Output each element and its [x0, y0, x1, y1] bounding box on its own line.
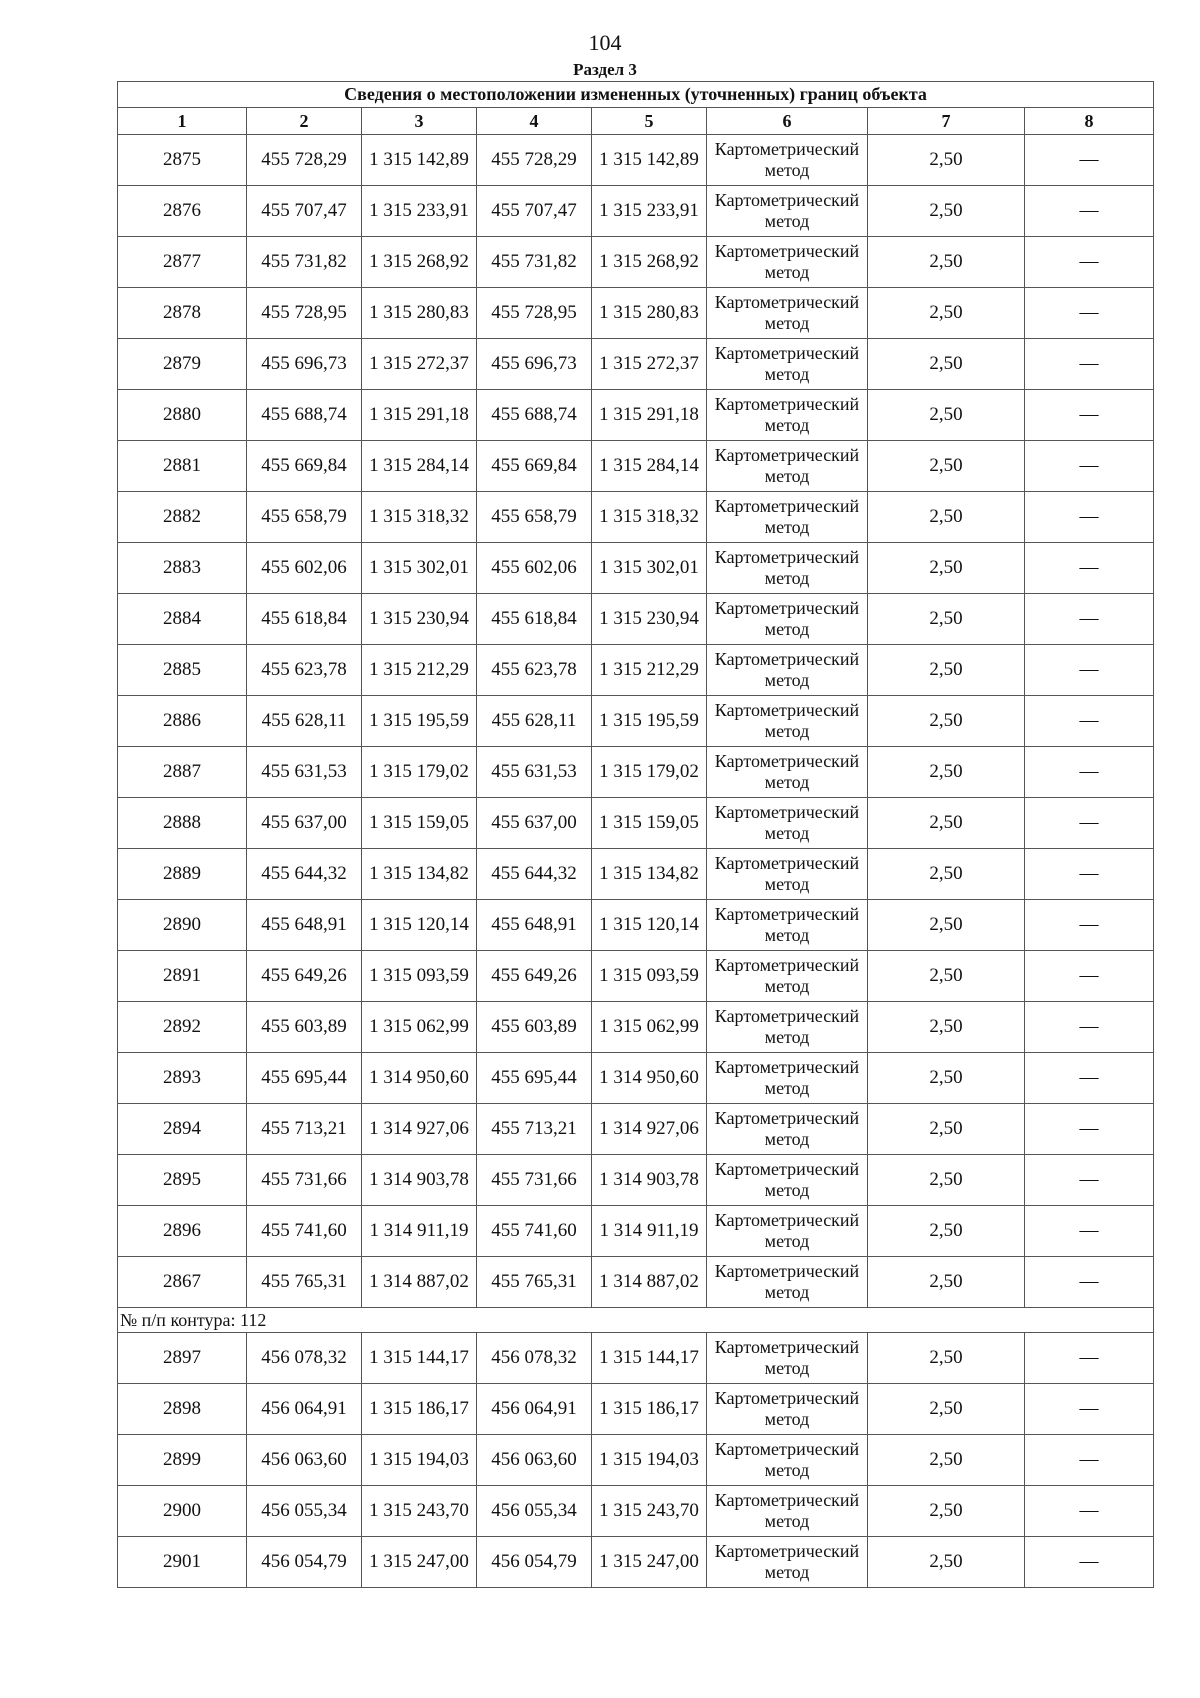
accuracy-cell: 2,50	[868, 237, 1025, 288]
x-old-cell: 455 658,79	[247, 492, 362, 543]
method-cell: Картометрический метод	[707, 951, 868, 1002]
point-number-cell: 2881	[118, 441, 247, 492]
point-number-cell: 2878	[118, 288, 247, 339]
y-old-cell: 1 315 195,59	[362, 696, 477, 747]
accuracy-cell: 2,50	[868, 798, 1025, 849]
column-number: 2	[247, 108, 362, 135]
point-number-cell: 2884	[118, 594, 247, 645]
x-new-cell: 455 695,44	[477, 1053, 592, 1104]
table-row	[118, 288, 1154, 339]
y-old-cell: 1 315 144,17	[362, 1333, 477, 1384]
accuracy-cell: 2,50	[868, 1333, 1025, 1384]
y-old-cell: 1 315 186,17	[362, 1384, 477, 1435]
column-number-row	[118, 108, 1154, 135]
x-old-cell: 455 648,91	[247, 900, 362, 951]
x-new-cell: 455 631,53	[477, 747, 592, 798]
point-number-cell: 2877	[118, 237, 247, 288]
x-old-cell: 455 623,78	[247, 645, 362, 696]
y-old-cell: 1 315 120,14	[362, 900, 477, 951]
x-new-cell: 455 658,79	[477, 492, 592, 543]
accuracy-cell: 2,50	[868, 543, 1025, 594]
x-new-cell: 455 602,06	[477, 543, 592, 594]
x-new-cell: 456 054,79	[477, 1537, 592, 1588]
y-new-cell: 1 315 195,59	[592, 696, 707, 747]
table-row	[118, 1002, 1154, 1053]
method-cell: Картометрический метод	[707, 849, 868, 900]
page-number: 104	[588, 30, 622, 55]
y-new-cell: 1 314 927,06	[592, 1104, 707, 1155]
x-old-cell: 455 731,82	[247, 237, 362, 288]
description-cell: —	[1025, 543, 1154, 594]
accuracy-cell: 2,50	[868, 1053, 1025, 1104]
table-row	[118, 1155, 1154, 1206]
y-old-cell: 1 315 280,83	[362, 288, 477, 339]
point-number-cell: 2880	[118, 390, 247, 441]
method-cell: Картометрический метод	[707, 1384, 868, 1435]
method-cell: Картометрический метод	[707, 696, 868, 747]
table-row	[118, 696, 1154, 747]
accuracy-cell: 2,50	[868, 1206, 1025, 1257]
method-cell: Картометрический метод	[707, 1155, 868, 1206]
y-new-cell: 1 315 134,82	[592, 849, 707, 900]
table-body	[118, 82, 1154, 1588]
y-new-cell: 1 315 062,99	[592, 1002, 707, 1053]
accuracy-cell: 2,50	[868, 594, 1025, 645]
point-number-cell: 2890	[118, 900, 247, 951]
method-cell: Картометрический метод	[707, 543, 868, 594]
accuracy-cell: 2,50	[868, 390, 1025, 441]
x-old-cell: 455 631,53	[247, 747, 362, 798]
column-number: 8	[1025, 108, 1154, 135]
y-old-cell: 1 315 268,92	[362, 237, 477, 288]
y-new-cell: 1 315 302,01	[592, 543, 707, 594]
method-cell: Картометрический метод	[707, 1104, 868, 1155]
method-cell: Картометрический метод	[707, 1257, 868, 1308]
y-old-cell: 1 315 284,14	[362, 441, 477, 492]
table-row	[118, 492, 1154, 543]
point-number-cell: 2887	[118, 747, 247, 798]
accuracy-cell: 2,50	[868, 645, 1025, 696]
description-cell: —	[1025, 1435, 1154, 1486]
y-new-cell: 1 315 159,05	[592, 798, 707, 849]
point-number-cell: 2893	[118, 1053, 247, 1104]
description-cell: —	[1025, 1333, 1154, 1384]
description-cell: —	[1025, 1002, 1154, 1053]
description-cell: —	[1025, 390, 1154, 441]
y-old-cell: 1 315 212,29	[362, 645, 477, 696]
method-cell: Картометрический метод	[707, 339, 868, 390]
x-new-cell: 455 728,95	[477, 288, 592, 339]
table-row	[118, 1486, 1154, 1537]
x-new-cell: 455 644,32	[477, 849, 592, 900]
y-new-cell: 1 315 233,91	[592, 186, 707, 237]
table-row	[118, 1537, 1154, 1588]
description-cell: —	[1025, 1486, 1154, 1537]
y-new-cell: 1 315 179,02	[592, 747, 707, 798]
method-cell: Картометрический метод	[707, 594, 868, 645]
x-old-cell: 455 741,60	[247, 1206, 362, 1257]
table-row	[118, 1384, 1154, 1435]
contour-label: № п/п контура: 112	[118, 1308, 1154, 1333]
y-new-cell: 1 315 142,89	[592, 135, 707, 186]
y-old-cell: 1 315 062,99	[362, 1002, 477, 1053]
x-old-cell: 455 649,26	[247, 951, 362, 1002]
y-old-cell: 1 314 887,02	[362, 1257, 477, 1308]
x-new-cell: 455 688,74	[477, 390, 592, 441]
description-cell: —	[1025, 186, 1154, 237]
x-new-cell: 455 696,73	[477, 339, 592, 390]
table-row	[118, 237, 1154, 288]
y-old-cell: 1 315 302,01	[362, 543, 477, 594]
y-old-cell: 1 315 134,82	[362, 849, 477, 900]
x-old-cell: 455 618,84	[247, 594, 362, 645]
x-new-cell: 456 055,34	[477, 1486, 592, 1537]
x-old-cell: 455 688,74	[247, 390, 362, 441]
description-cell: —	[1025, 798, 1154, 849]
column-number: 1	[118, 108, 247, 135]
accuracy-cell: 2,50	[868, 1537, 1025, 1588]
section-title: Раздел 3	[573, 60, 637, 79]
y-new-cell: 1 315 186,17	[592, 1384, 707, 1435]
point-number-cell: 2894	[118, 1104, 247, 1155]
table-row	[118, 186, 1154, 237]
x-old-cell: 456 054,79	[247, 1537, 362, 1588]
method-cell: Картометрический метод	[707, 1486, 868, 1537]
x-new-cell: 455 765,31	[477, 1257, 592, 1308]
point-number-cell: 2895	[118, 1155, 247, 1206]
point-number-cell: 2888	[118, 798, 247, 849]
method-cell: Картометрический метод	[707, 1206, 868, 1257]
table-row	[118, 135, 1154, 186]
table-row	[118, 747, 1154, 798]
accuracy-cell: 2,50	[868, 849, 1025, 900]
description-cell: —	[1025, 645, 1154, 696]
boundary-table	[117, 81, 1154, 1588]
description-cell: —	[1025, 1384, 1154, 1435]
x-old-cell: 455 644,32	[247, 849, 362, 900]
description-cell: —	[1025, 1155, 1154, 1206]
accuracy-cell: 2,50	[868, 1435, 1025, 1486]
method-cell: Картометрический метод	[707, 747, 868, 798]
point-number-cell: 2899	[118, 1435, 247, 1486]
x-old-cell: 455 731,66	[247, 1155, 362, 1206]
table-row	[118, 645, 1154, 696]
x-new-cell: 455 648,91	[477, 900, 592, 951]
y-old-cell: 1 315 272,37	[362, 339, 477, 390]
accuracy-cell: 2,50	[868, 186, 1025, 237]
column-number: 7	[868, 108, 1025, 135]
x-old-cell: 455 728,95	[247, 288, 362, 339]
point-number-cell: 2879	[118, 339, 247, 390]
x-new-cell: 455 731,82	[477, 237, 592, 288]
y-new-cell: 1 315 212,29	[592, 645, 707, 696]
x-old-cell: 455 669,84	[247, 441, 362, 492]
y-old-cell: 1 315 318,32	[362, 492, 477, 543]
y-new-cell: 1 315 093,59	[592, 951, 707, 1002]
description-cell: —	[1025, 1104, 1154, 1155]
description-cell: —	[1025, 849, 1154, 900]
y-new-cell: 1 314 903,78	[592, 1155, 707, 1206]
accuracy-cell: 2,50	[868, 951, 1025, 1002]
table-row	[118, 339, 1154, 390]
description-cell: —	[1025, 951, 1154, 1002]
y-new-cell: 1 315 120,14	[592, 900, 707, 951]
y-old-cell: 1 315 291,18	[362, 390, 477, 441]
y-new-cell: 1 315 272,37	[592, 339, 707, 390]
accuracy-cell: 2,50	[868, 1384, 1025, 1435]
x-new-cell: 455 623,78	[477, 645, 592, 696]
x-new-cell: 456 078,32	[477, 1333, 592, 1384]
accuracy-cell: 2,50	[868, 1104, 1025, 1155]
y-old-cell: 1 315 179,02	[362, 747, 477, 798]
x-new-cell: 455 628,11	[477, 696, 592, 747]
table-row	[118, 390, 1154, 441]
description-cell: —	[1025, 237, 1154, 288]
y-new-cell: 1 315 318,32	[592, 492, 707, 543]
y-new-cell: 1 314 887,02	[592, 1257, 707, 1308]
y-new-cell: 1 314 950,60	[592, 1053, 707, 1104]
x-old-cell: 456 064,91	[247, 1384, 362, 1435]
y-old-cell: 1 314 911,19	[362, 1206, 477, 1257]
y-old-cell: 1 315 247,00	[362, 1537, 477, 1588]
x-new-cell: 455 637,00	[477, 798, 592, 849]
y-old-cell: 1 314 903,78	[362, 1155, 477, 1206]
x-old-cell: 455 695,44	[247, 1053, 362, 1104]
description-cell: —	[1025, 441, 1154, 492]
method-cell: Картометрический метод	[707, 237, 868, 288]
table-row	[118, 1206, 1154, 1257]
y-new-cell: 1 314 911,19	[592, 1206, 707, 1257]
x-new-cell: 455 707,47	[477, 186, 592, 237]
y-old-cell: 1 315 230,94	[362, 594, 477, 645]
x-old-cell: 456 078,32	[247, 1333, 362, 1384]
description-cell: —	[1025, 288, 1154, 339]
point-number-cell: 2886	[118, 696, 247, 747]
method-cell: Картометрический метод	[707, 1002, 868, 1053]
table-row	[118, 1333, 1154, 1384]
point-number-cell: 2898	[118, 1384, 247, 1435]
column-number: 6	[707, 108, 868, 135]
table-row	[118, 798, 1154, 849]
point-number-cell: 2897	[118, 1333, 247, 1384]
accuracy-cell: 2,50	[868, 441, 1025, 492]
method-cell: Картометрический метод	[707, 186, 868, 237]
x-old-cell: 455 603,89	[247, 1002, 362, 1053]
y-new-cell: 1 315 194,03	[592, 1435, 707, 1486]
table-row	[118, 543, 1154, 594]
y-new-cell: 1 315 247,00	[592, 1537, 707, 1588]
accuracy-cell: 2,50	[868, 1486, 1025, 1537]
method-cell: Картометрический метод	[707, 798, 868, 849]
point-number-cell: 2896	[118, 1206, 247, 1257]
y-new-cell: 1 315 284,14	[592, 441, 707, 492]
x-new-cell: 455 713,21	[477, 1104, 592, 1155]
method-cell: Картометрический метод	[707, 900, 868, 951]
x-old-cell: 456 055,34	[247, 1486, 362, 1537]
x-old-cell: 455 713,21	[247, 1104, 362, 1155]
point-number-cell: 2901	[118, 1537, 247, 1588]
method-cell: Картометрический метод	[707, 1333, 868, 1384]
x-new-cell: 455 603,89	[477, 1002, 592, 1053]
accuracy-cell: 2,50	[868, 900, 1025, 951]
point-number-cell: 2882	[118, 492, 247, 543]
accuracy-cell: 2,50	[868, 1257, 1025, 1308]
x-old-cell: 455 707,47	[247, 186, 362, 237]
table-row	[118, 441, 1154, 492]
description-cell: —	[1025, 135, 1154, 186]
y-old-cell: 1 315 194,03	[362, 1435, 477, 1486]
x-old-cell: 455 637,00	[247, 798, 362, 849]
x-new-cell: 455 618,84	[477, 594, 592, 645]
x-new-cell: 455 741,60	[477, 1206, 592, 1257]
accuracy-cell: 2,50	[868, 339, 1025, 390]
y-new-cell: 1 315 291,18	[592, 390, 707, 441]
y-new-cell: 1 315 230,94	[592, 594, 707, 645]
description-cell: —	[1025, 339, 1154, 390]
y-old-cell: 1 314 927,06	[362, 1104, 477, 1155]
accuracy-cell: 2,50	[868, 747, 1025, 798]
method-cell: Картометрический метод	[707, 1053, 868, 1104]
x-new-cell: 455 731,66	[477, 1155, 592, 1206]
x-old-cell: 455 696,73	[247, 339, 362, 390]
accuracy-cell: 2,50	[868, 1002, 1025, 1053]
method-cell: Картометрический метод	[707, 288, 868, 339]
description-cell: —	[1025, 900, 1154, 951]
x-old-cell: 455 728,29	[247, 135, 362, 186]
method-cell: Картометрический метод	[707, 492, 868, 543]
point-number-cell: 2892	[118, 1002, 247, 1053]
method-cell: Картометрический метод	[707, 441, 868, 492]
contour-row	[118, 1308, 1154, 1333]
y-old-cell: 1 315 159,05	[362, 798, 477, 849]
table-row	[118, 1435, 1154, 1486]
description-cell: —	[1025, 1206, 1154, 1257]
table-row	[118, 849, 1154, 900]
x-new-cell: 455 649,26	[477, 951, 592, 1002]
method-cell: Картометрический метод	[707, 390, 868, 441]
y-new-cell: 1 315 144,17	[592, 1333, 707, 1384]
accuracy-cell: 2,50	[868, 492, 1025, 543]
y-old-cell: 1 315 243,70	[362, 1486, 477, 1537]
x-new-cell: 456 063,60	[477, 1435, 592, 1486]
description-cell: —	[1025, 747, 1154, 798]
point-number-cell: 2889	[118, 849, 247, 900]
description-cell: —	[1025, 1537, 1154, 1588]
table-row	[118, 1104, 1154, 1155]
table-caption: Сведения о местоположении измененных (уточненных) границ объекта	[118, 82, 1154, 108]
point-number-cell: 2883	[118, 543, 247, 594]
x-old-cell: 455 602,06	[247, 543, 362, 594]
table-caption-row	[118, 82, 1154, 108]
accuracy-cell: 2,50	[868, 696, 1025, 747]
y-new-cell: 1 315 268,92	[592, 237, 707, 288]
table-row	[118, 1053, 1154, 1104]
y-old-cell: 1 315 093,59	[362, 951, 477, 1002]
x-old-cell: 455 765,31	[247, 1257, 362, 1308]
table-row	[118, 951, 1154, 1002]
description-cell: —	[1025, 594, 1154, 645]
table-row	[118, 594, 1154, 645]
point-number-cell: 2876	[118, 186, 247, 237]
description-cell: —	[1025, 1053, 1154, 1104]
x-new-cell: 455 669,84	[477, 441, 592, 492]
method-cell: Картометрический метод	[707, 1435, 868, 1486]
accuracy-cell: 2,50	[868, 135, 1025, 186]
method-cell: Картометрический метод	[707, 1537, 868, 1588]
x-new-cell: 455 728,29	[477, 135, 592, 186]
description-cell: —	[1025, 1257, 1154, 1308]
point-number-cell: 2875	[118, 135, 247, 186]
y-old-cell: 1 314 950,60	[362, 1053, 477, 1104]
point-number-cell: 2867	[118, 1257, 247, 1308]
method-cell: Картометрический метод	[707, 135, 868, 186]
description-cell: —	[1025, 492, 1154, 543]
method-cell: Картометрический метод	[707, 645, 868, 696]
table-row	[118, 1257, 1154, 1308]
point-number-cell: 2885	[118, 645, 247, 696]
y-old-cell: 1 315 233,91	[362, 186, 477, 237]
x-new-cell: 456 064,91	[477, 1384, 592, 1435]
y-new-cell: 1 315 243,70	[592, 1486, 707, 1537]
column-number: 3	[362, 108, 477, 135]
column-number: 5	[592, 108, 707, 135]
column-number: 4	[477, 108, 592, 135]
x-old-cell: 456 063,60	[247, 1435, 362, 1486]
point-number-cell: 2891	[118, 951, 247, 1002]
y-old-cell: 1 315 142,89	[362, 135, 477, 186]
point-number-cell: 2900	[118, 1486, 247, 1537]
accuracy-cell: 2,50	[868, 288, 1025, 339]
description-cell: —	[1025, 696, 1154, 747]
table-row	[118, 900, 1154, 951]
x-old-cell: 455 628,11	[247, 696, 362, 747]
accuracy-cell: 2,50	[868, 1155, 1025, 1206]
y-new-cell: 1 315 280,83	[592, 288, 707, 339]
